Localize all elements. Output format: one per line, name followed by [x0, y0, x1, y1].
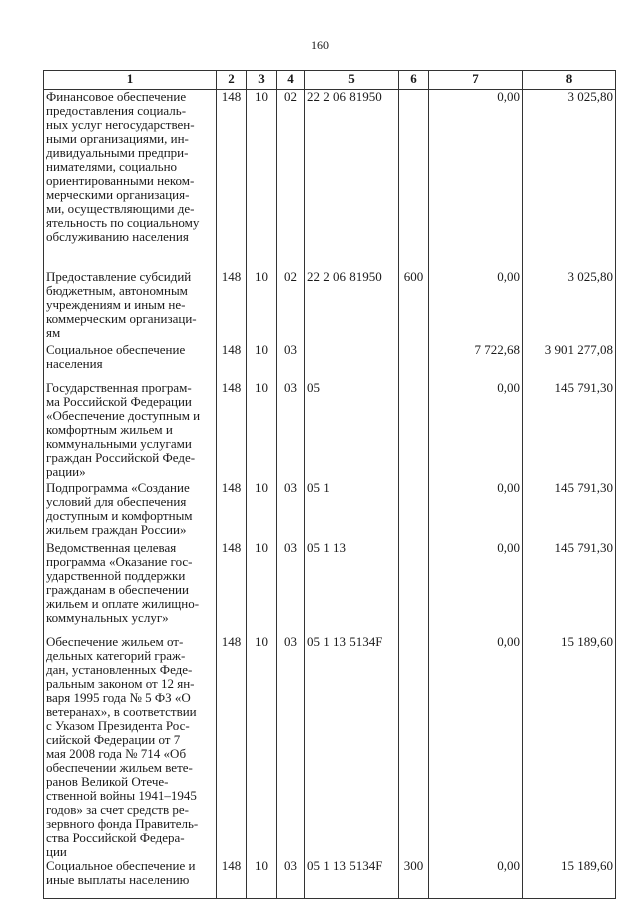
table-row [44, 343, 616, 381]
cell-amount-7: 0,00 [429, 481, 523, 541]
cell-amount-8: 3 025,80 [523, 90, 616, 270]
cell-amount-8: 3 901 277,08 [523, 343, 616, 381]
cell-amount-7: 0,00 [429, 635, 523, 859]
cell-csr: 05 [305, 381, 399, 481]
cell-gr: 148 [217, 635, 247, 859]
header-col-4: 4 [277, 71, 305, 90]
cell-vr: 300 [399, 859, 429, 899]
cell-rz: 10 [247, 859, 277, 899]
cell-gr: 148 [217, 381, 247, 481]
header-col-7: 7 [429, 71, 523, 90]
cell-vr [399, 343, 429, 381]
cell-pr: 03 [277, 859, 305, 899]
cell-amount-7: 0,00 [429, 381, 523, 481]
cell-gr: 148 [217, 270, 247, 343]
row-name: Ведомственная целевая программа «Оказание гос- ударственной поддержки гражданам в обеспечении жильем и оплате жилищно- коммунальных услуг» [44, 541, 217, 635]
table-row [44, 859, 616, 899]
cell-amount-8: 145 791,30 [523, 381, 616, 481]
cell-vr [399, 381, 429, 481]
cell-gr: 148 [217, 481, 247, 541]
cell-amount-8: 145 791,30 [523, 481, 616, 541]
cell-amount-7: 0,00 [429, 90, 523, 270]
cell-gr: 148 [217, 541, 247, 635]
table-row [44, 635, 616, 859]
cell-csr: 05 1 13 5134F [305, 859, 399, 899]
cell-gr: 148 [217, 859, 247, 899]
cell-rz: 10 [247, 343, 277, 381]
header-row [44, 71, 616, 90]
cell-amount-8: 15 189,60 [523, 859, 616, 899]
row-name: Государственная програм- ма Российской Федерации «Обеспечение доступным и комфортным жильем и коммунальными услугами граждан Российской Феде- рации» [44, 381, 217, 481]
cell-csr: 05 1 [305, 481, 399, 541]
cell-vr [399, 635, 429, 859]
cell-vr [399, 541, 429, 635]
header-col-3: 3 [247, 71, 277, 90]
header-col-8: 8 [523, 71, 616, 90]
cell-vr [399, 481, 429, 541]
row-name: Обеспечение жильем от- дельных категорий граж- дан, установленных Феде- ральным законом от 12 ян- варя 1995 года № 5 ФЗ «О ветеранах», в соответствии с Указом Президента Рос- сийской Федерации от 7 мая 2008 года № 714 «Об обеспечении жильем вете- ранов Великой Отече- ственной войны 1941–1945 годов» за счет средств ре- зервного фонда Правитель- ства Российской Федера- ции [44, 635, 217, 859]
row-name: Финансовое обеспечение предоставления социаль- ных услуг негосударствен- ными организациями, ин- дивидуальными предпри- нимателями, социально ориентированными неком- мерческими организация- ми, осуществляющими де- ятельность по социальному обслуживанию населения [44, 90, 217, 270]
cell-amount-7: 0,00 [429, 270, 523, 343]
cell-amount-8: 3 025,80 [523, 270, 616, 343]
cell-pr: 02 [277, 270, 305, 343]
cell-rz: 10 [247, 381, 277, 481]
header-col-1: 1 [44, 71, 217, 90]
cell-rz: 10 [247, 90, 277, 270]
table-row [44, 481, 616, 541]
cell-amount-8: 145 791,30 [523, 541, 616, 635]
header-col-6: 6 [399, 71, 429, 90]
table-row [44, 270, 616, 343]
cell-csr: 22 2 06 81950 [305, 270, 399, 343]
cell-csr: 05 1 13 [305, 541, 399, 635]
row-name: Подпрограмма «Создание условий для обеспечения доступным и комфортным жильем граждан России» [44, 481, 217, 541]
table-row [44, 541, 616, 635]
table-row [44, 381, 616, 481]
cell-amount-7: 7 722,68 [429, 343, 523, 381]
cell-rz: 10 [247, 481, 277, 541]
cell-pr: 03 [277, 635, 305, 859]
row-name: Социальное обеспечение и иные выплаты населению [44, 859, 217, 899]
row-name: Социальное обеспечение населения [44, 343, 217, 381]
cell-rz: 10 [247, 270, 277, 343]
cell-rz: 10 [247, 541, 277, 635]
cell-csr [305, 343, 399, 381]
cell-pr: 03 [277, 381, 305, 481]
cell-gr: 148 [217, 90, 247, 270]
cell-pr: 03 [277, 541, 305, 635]
budget-table [43, 70, 616, 899]
cell-rz: 10 [247, 635, 277, 859]
cell-amount-7: 0,00 [429, 859, 523, 899]
cell-pr: 02 [277, 90, 305, 270]
page-number: 160 [311, 38, 329, 52]
cell-amount-7: 0,00 [429, 541, 523, 635]
table-row [44, 90, 616, 270]
header-col-5: 5 [305, 71, 399, 90]
cell-csr: 05 1 13 5134F [305, 635, 399, 859]
cell-amount-8: 15 189,60 [523, 635, 616, 859]
cell-pr: 03 [277, 481, 305, 541]
cell-gr: 148 [217, 343, 247, 381]
row-name: Предоставление субсидий бюджетным, автономным учреждениям и иным не- коммерческим организаци- ям [44, 270, 217, 343]
cell-vr: 600 [399, 270, 429, 343]
header-col-2: 2 [217, 71, 247, 90]
cell-vr [399, 90, 429, 270]
cell-csr: 22 2 06 81950 [305, 90, 399, 270]
cell-pr: 03 [277, 343, 305, 381]
